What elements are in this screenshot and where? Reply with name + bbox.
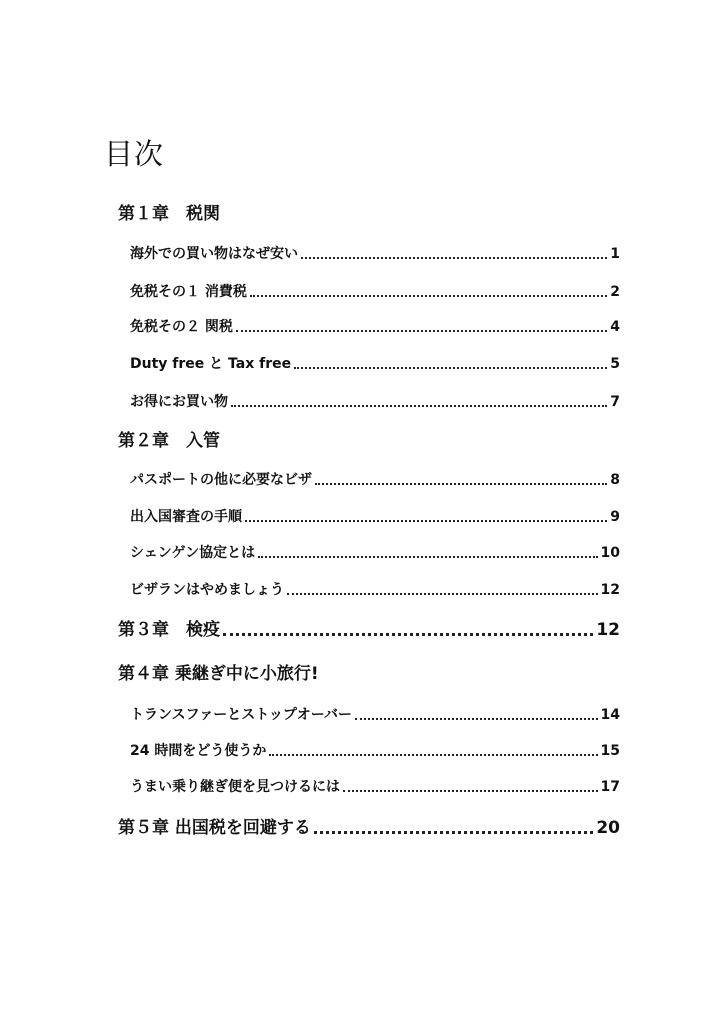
chapter-title: 第３章 検疫 — [118, 620, 220, 640]
entry-title: トランスファーとストップオーバー — [130, 707, 353, 723]
toc-entry[interactable] — [130, 391, 620, 413]
chapter-title: 第２章 入管 — [118, 431, 220, 451]
toc-chapter-4[interactable] — [118, 662, 620, 686]
page-number: 5 — [610, 356, 620, 372]
dot-leader — [314, 816, 593, 840]
dot-leader — [315, 469, 607, 491]
dot-leader — [301, 243, 607, 265]
page-number: 10 — [600, 545, 620, 561]
entry-title: お得にお買い物 — [130, 394, 228, 410]
page-number: 15 — [600, 743, 620, 759]
page-number: 4 — [610, 319, 620, 335]
entry-title: 24 時間をどう使うか — [130, 743, 267, 759]
dot-leader — [343, 776, 598, 798]
dot-leader — [294, 353, 607, 375]
page-number: 20 — [596, 818, 620, 838]
toc-entry[interactable] — [130, 316, 620, 338]
toc-entry[interactable] — [130, 243, 620, 265]
page-number: 7 — [610, 394, 620, 410]
chapter-title: 第１章 税関 — [118, 204, 220, 224]
page-number: 17 — [600, 779, 620, 795]
dot-leader — [269, 740, 597, 762]
entry-title: シェンゲン協定とは — [130, 545, 256, 561]
dot-leader — [287, 579, 598, 601]
toc-entry[interactable] — [130, 542, 620, 564]
dot-leader — [223, 618, 593, 642]
toc-entry[interactable] — [130, 776, 620, 798]
page-number: 12 — [596, 620, 620, 640]
toc-chapter-3[interactable] — [118, 618, 620, 642]
toc-entry[interactable] — [130, 469, 620, 491]
dot-leader — [245, 506, 607, 528]
dot-leader — [231, 391, 607, 413]
dot-leader — [250, 281, 607, 303]
entry-title: 出入国審査の手順 — [130, 509, 242, 525]
chapter-title: 第５章 出国税を回避する — [118, 818, 311, 838]
entry-title: 免税その２ 関税 — [130, 319, 233, 335]
page-number: 2 — [610, 284, 620, 300]
page-number: 9 — [610, 509, 620, 525]
page-number: 14 — [600, 707, 620, 723]
entry-title: 免税その１ 消費税 — [130, 284, 247, 300]
toc-entry[interactable] — [130, 353, 620, 375]
page-number: 12 — [600, 582, 620, 598]
entry-title: 海外での買い物はなぜ安い — [130, 246, 298, 262]
page-number: 1 — [610, 246, 620, 262]
toc-entry[interactable] — [130, 704, 620, 726]
entry-title: パスポートの他に必要なビザ — [130, 472, 312, 488]
toc-chapter-5[interactable] — [118, 816, 620, 840]
dot-leader — [236, 316, 607, 338]
page-title: 目次 — [104, 137, 165, 171]
toc-entry[interactable] — [130, 281, 620, 303]
toc-chapter-2[interactable] — [118, 429, 620, 453]
toc-entry[interactable] — [130, 740, 620, 762]
entry-title: うまい乗り継ぎ便を見つけるには — [130, 779, 340, 795]
toc-chapter-1[interactable] — [118, 202, 620, 226]
toc-entry[interactable] — [130, 506, 620, 528]
dot-leader — [258, 542, 597, 564]
entry-title: Duty free と Tax free — [130, 356, 292, 372]
page-number: 8 — [610, 472, 620, 488]
dot-leader — [355, 704, 597, 726]
entry-title: ビザランはやめましょう — [130, 582, 284, 598]
toc-entry[interactable] — [130, 579, 620, 601]
chapter-title: 第４章 乗継ぎ中に小旅行! — [118, 664, 319, 684]
